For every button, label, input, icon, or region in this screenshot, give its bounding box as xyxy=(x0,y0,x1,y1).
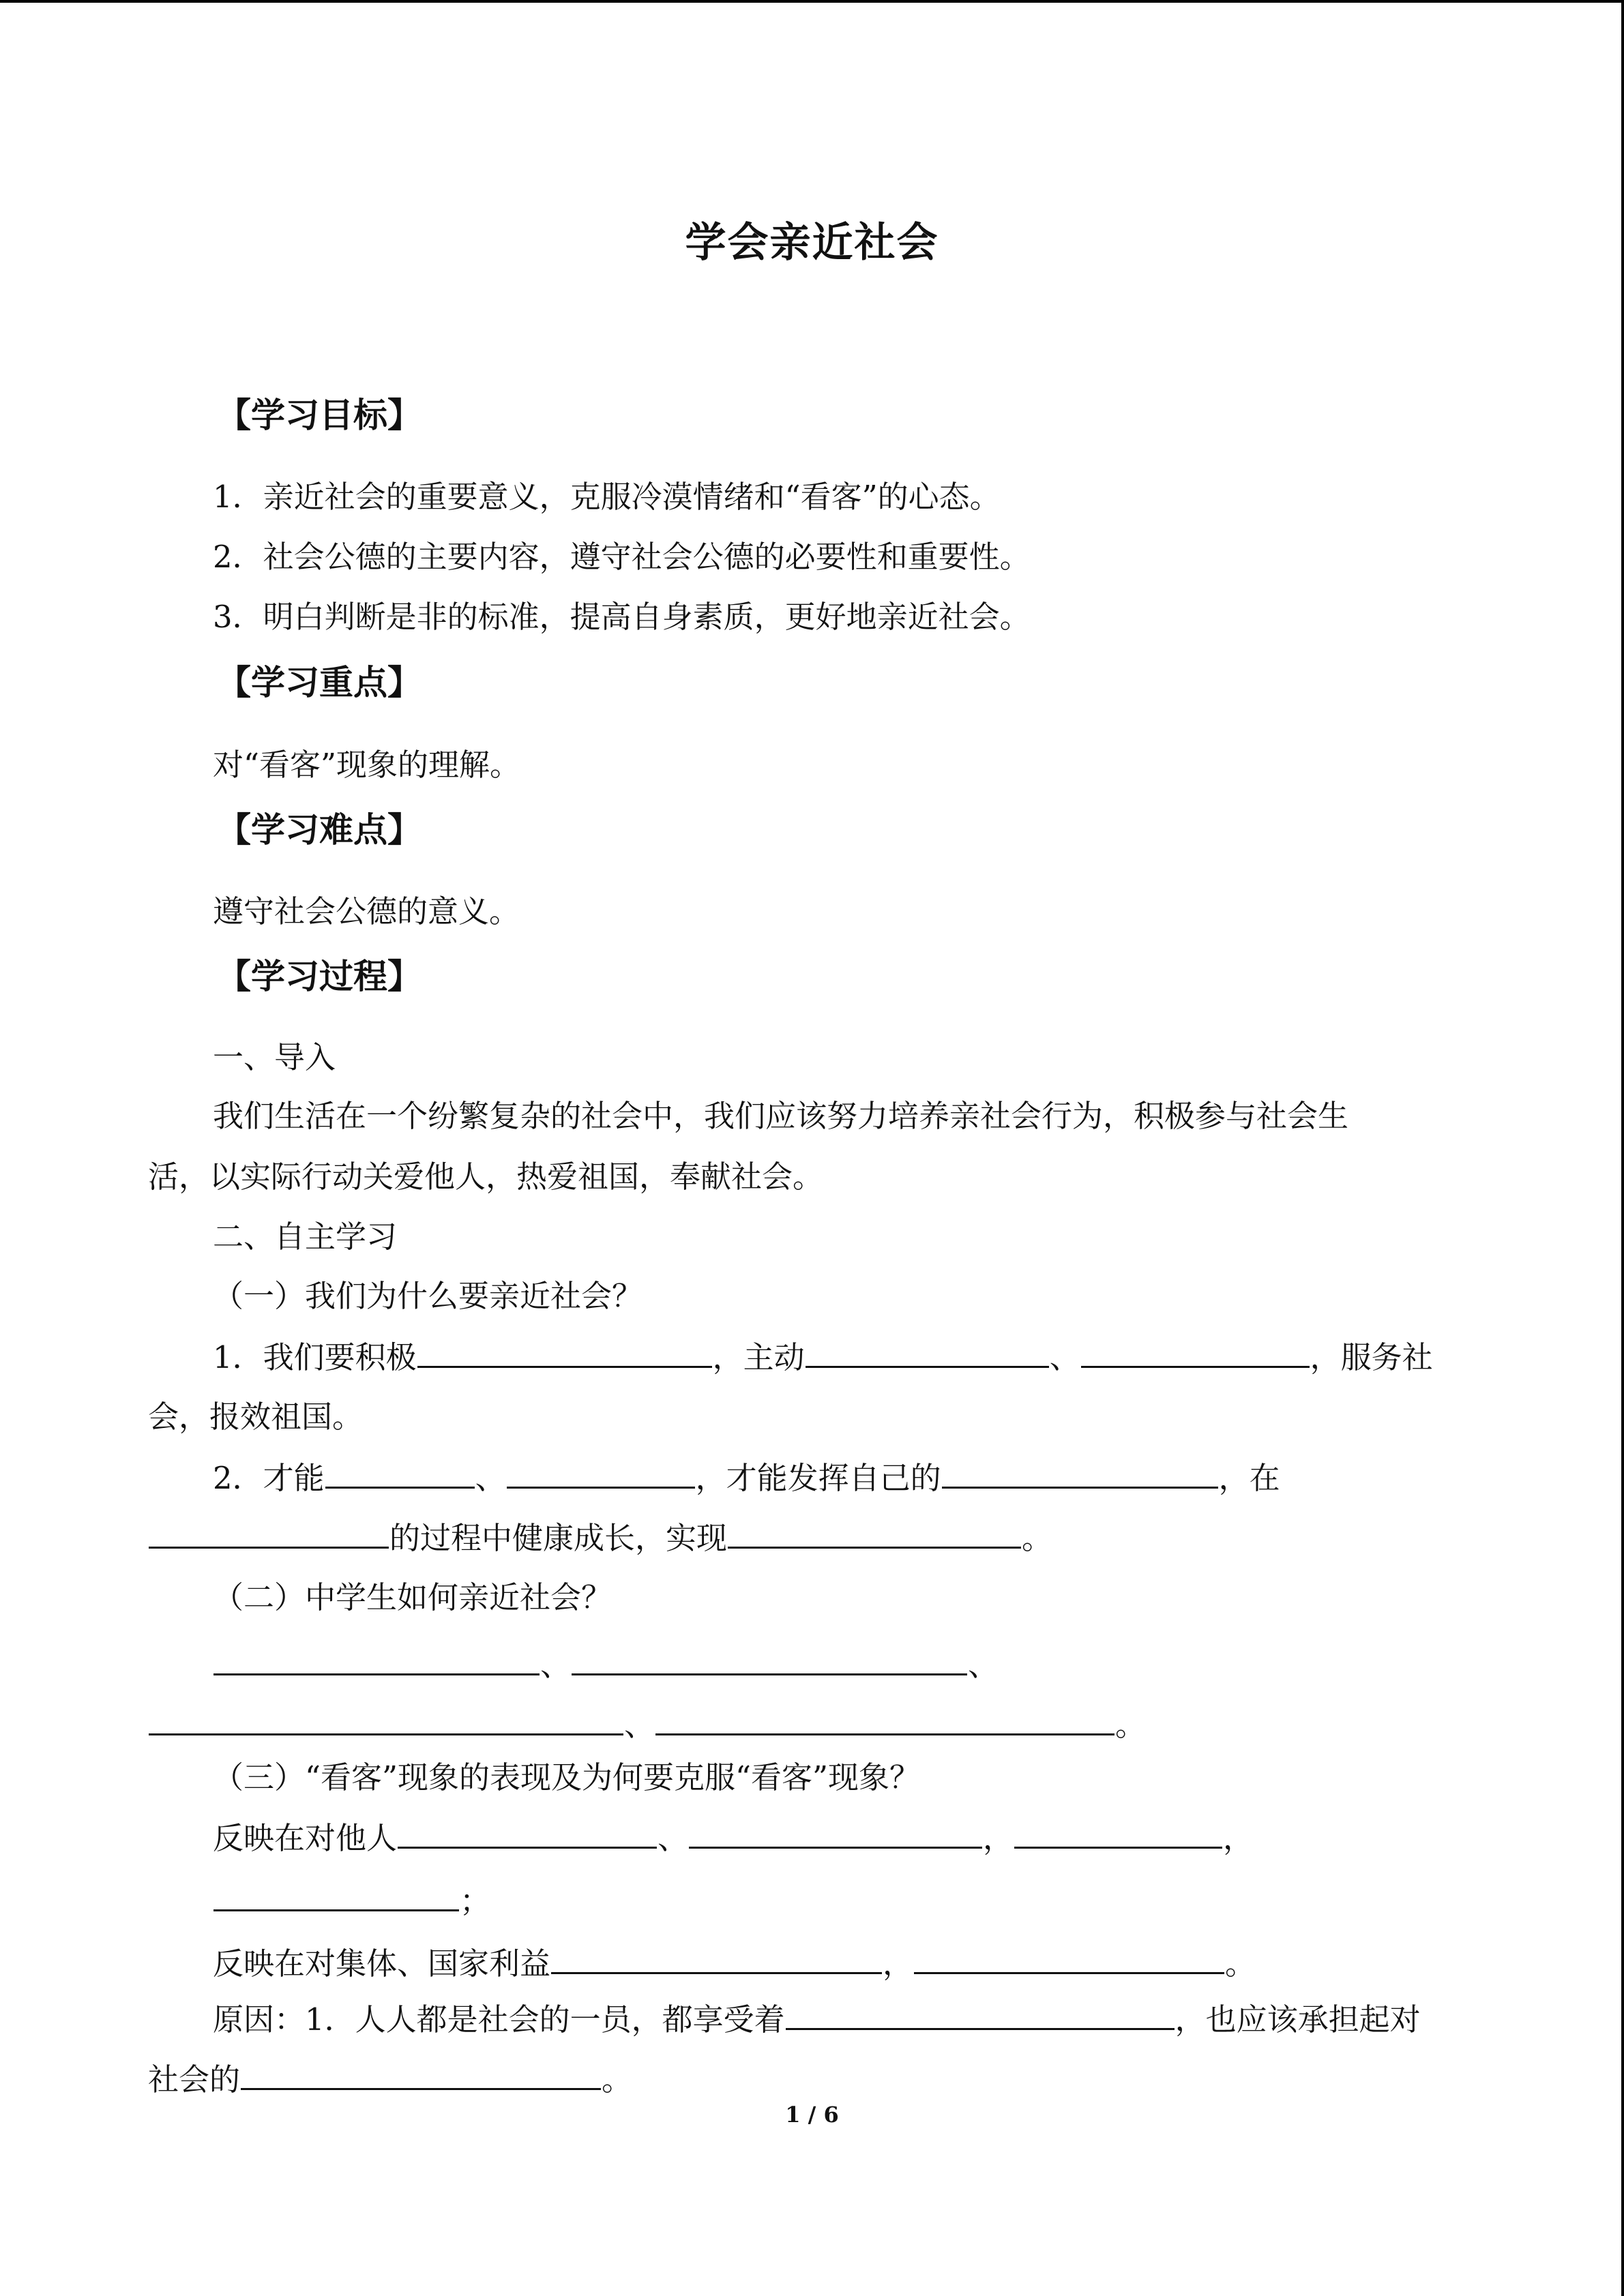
fill-blank[interactable] xyxy=(1014,1815,1222,1849)
q1-item-2-cont: 的过程中健康成长，实现 。 xyxy=(148,1515,1052,1561)
objective-3: 3．明白判断是非的标准，提高自身素质，更好地亲近社会。 xyxy=(213,599,1031,635)
q1-item-1: 1．我们要积极 ，主动 、 ，服务社 xyxy=(213,1335,1433,1380)
fill-blank[interactable] xyxy=(942,1455,1218,1489)
heading-difficulties: 【学习难点】 xyxy=(217,810,422,850)
q3-heading: （三）“看客”现象的表现及为何要克服“看客”现象？ xyxy=(213,1759,921,1795)
fill-blank[interactable] xyxy=(689,1815,982,1849)
fill-blank[interactable] xyxy=(1081,1335,1310,1368)
fill-blank[interactable] xyxy=(806,1335,1049,1368)
q1-heading: （一）我们为什么要亲近社会？ xyxy=(213,1278,643,1314)
objective-2: 2．社会公德的主要内容，遵守社会公德的必要性和重要性。 xyxy=(213,539,1031,575)
fill-blank[interactable] xyxy=(213,1642,540,1675)
q3-reason-line-1: 原因：1．人人都是社会的一员，都享受着 ，也应该承担起对 xyxy=(213,1997,1421,2042)
fill-blank[interactable] xyxy=(914,1941,1224,1974)
q2-answer-line-1: 、 、 xyxy=(213,1642,999,1688)
q3-reason-line-2: 社会的 。 xyxy=(148,2057,632,2102)
fill-blank[interactable] xyxy=(786,1997,1175,2030)
fill-blank[interactable] xyxy=(728,1515,1021,1549)
fill-blank[interactable] xyxy=(572,1642,967,1675)
q3-line-1: 反映在对他人 、 ， ， xyxy=(213,1815,1254,1861)
heading-process: 【学习过程】 xyxy=(217,957,422,996)
page-number: 1 / 6 xyxy=(785,2102,839,2128)
intro-text-line-1: 我们生活在一个纷繁复杂的社会中，我们应该努力培养亲社会行为，积极参与社会生 xyxy=(213,1098,1349,1134)
heading-objectives: 【学习目标】 xyxy=(217,396,422,435)
key-point-text: 对“看客”现象的理解。 xyxy=(213,747,521,783)
self-study-heading: 二、自主学习 xyxy=(213,1219,398,1255)
q3-line-2: ； xyxy=(213,1878,490,1924)
heading-key-points: 【学习重点】 xyxy=(217,663,422,702)
intro-text-line-2: 活，以实际行动关爱他人，热爱祖国，奉献社会。 xyxy=(148,1159,824,1195)
fill-blank[interactable] xyxy=(655,1702,1114,1735)
fill-blank[interactable] xyxy=(398,1815,657,1849)
fill-blank[interactable] xyxy=(149,1702,623,1735)
fill-blank[interactable] xyxy=(241,2057,601,2090)
intro-heading: 一、导入 xyxy=(213,1039,336,1075)
q2-answer-line-2: 、 。 xyxy=(148,1702,1146,1748)
q1-item-1-cont: 会，报效祖国。 xyxy=(148,1399,364,1435)
page-title: 学会亲近社会 xyxy=(685,219,939,267)
q1-item-2: 2．才能 、 ，才能发挥自己的 ，在 xyxy=(213,1455,1280,1501)
fill-blank[interactable] xyxy=(325,1455,475,1489)
objective-1: 1．亲近社会的重要意义，克服冷漠情绪和“看客”的心态。 xyxy=(213,479,1001,515)
fill-blank[interactable] xyxy=(213,1878,459,1911)
q3-line-3: 反映在对集体、国家利益 ， 。 xyxy=(213,1941,1256,1986)
fill-blank[interactable] xyxy=(507,1455,695,1489)
fill-blank[interactable] xyxy=(417,1335,712,1368)
difficulty-text: 遵守社会公德的意义。 xyxy=(213,893,520,929)
q2-heading: （二）中学生如何亲近社会？ xyxy=(213,1579,612,1615)
fill-blank[interactable] xyxy=(551,1941,882,1974)
fill-blank[interactable] xyxy=(149,1515,389,1549)
